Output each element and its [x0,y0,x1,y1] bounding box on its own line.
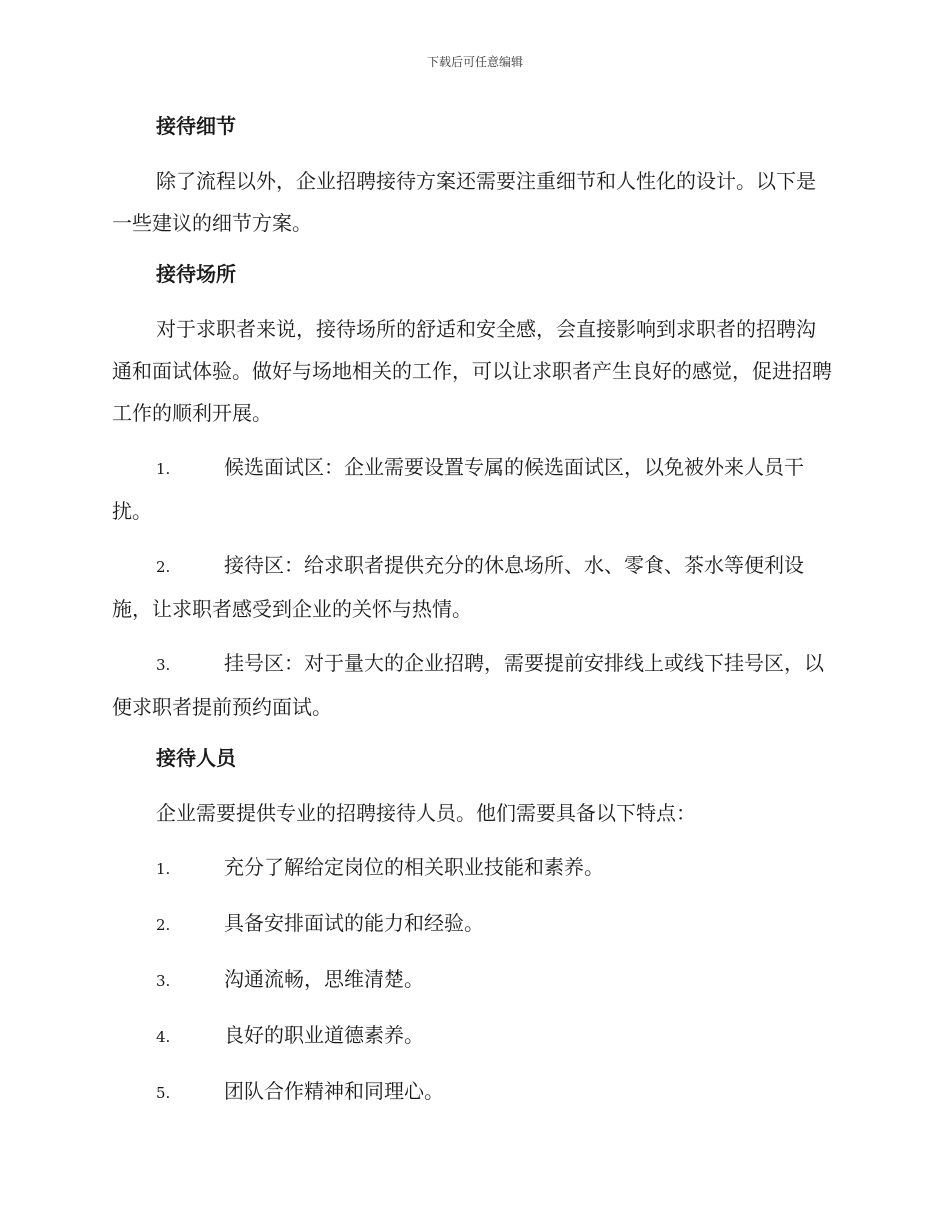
section-heading-detail: 接待细节 [156,114,236,138]
list-text: 接待区：给求职者提供充分的休息场所、水、零食、茶水等便利设施，让求职者感受到企业的关怀与热情。 [112,553,804,621]
section-heading-staff: 接待人员 [156,746,236,770]
header-note: 下载后可任意编辑 [426,55,523,69]
list-text: 沟通流畅，思维清楚。 [224,967,424,991]
venue-list-item [112,544,834,630]
staff-list-item [112,902,834,946]
list-text: 良好的职业道德素养。 [224,1023,424,1047]
list-text: 充分了解给定岗位的相关职业技能和素养。 [224,855,604,879]
paragraph-venue: 对于求职者来说，接待场所的舒适和安全感，会直接影响到求职者的招聘沟通和面试体验。做好与场地相关的工作，可以让求职者产生良好的感觉，促进招聘工作的顺利开展。 [112,317,832,425]
list-number: 5. [156,1084,171,1102]
list-number: 1. [156,460,171,478]
paragraph-staff: 企业需要提供专业的招聘接待人员。他们需要具备以下特点： [156,801,696,825]
list-number: 3. [156,656,171,674]
list-number: 1. [156,860,171,878]
venue-list-item [112,446,834,532]
list-text: 团队合作精神和同理心。 [224,1079,444,1103]
list-text: 挂号区：对于量大的企业招聘，需要提前安排线上或线下挂号区，以便求职者提前预约面试。 [112,651,824,719]
list-number: 4. [156,1028,171,1046]
list-text: 具备安排面试的能力和经验。 [224,911,484,935]
staff-list-item [112,1070,834,1114]
list-number: 2. [156,916,171,934]
list-number: 2. [156,558,171,576]
document-body [112,108,834,1126]
staff-list-item [112,846,834,890]
venue-list-item [112,642,834,728]
section-heading-venue: 接待场所 [156,262,236,286]
paragraph-detail: 除了流程以外，企业招聘接待方案还需要注重细节和人性化的设计。以下是一些建议的细节方案。 [112,169,816,235]
list-text: 候选面试区：企业需要设置专属的候选面试区，以免被外来人员干扰。 [112,455,804,523]
list-number: 3. [156,972,171,990]
staff-list-item [112,958,834,1002]
staff-list-item [112,1014,834,1058]
